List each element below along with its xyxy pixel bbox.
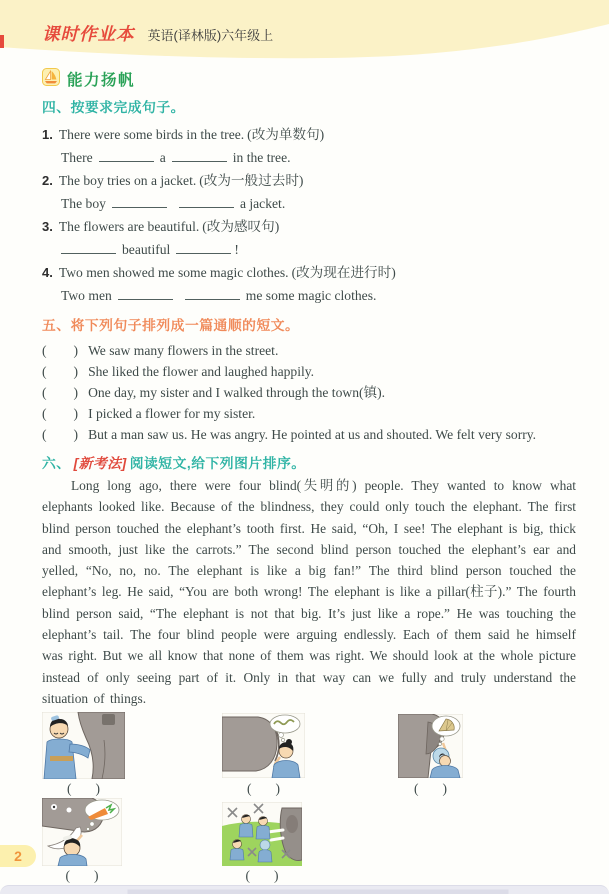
ability-badge-label: 能力扬帆 — [67, 72, 136, 89]
section4-title: 四、按要求完成句子。 — [42, 100, 185, 115]
arrange-item-5: ( ) But a man saw us. He was angry. He pointed at us and shouted. We felt very sorry. — [42, 427, 537, 442]
question-2: 2. The boy tries on a jacket. (改为一般过去时) — [42, 173, 304, 188]
fill-blank — [118, 286, 173, 300]
page-header — [42, 21, 273, 46]
picture-5-answer: ( ) — [245, 868, 279, 884]
answer-line-4: Two men me some magic clothes. — [61, 288, 377, 303]
reading-passage: Long long ago, there were four blind(失明的) people. They wanted to know what elephants looked like. Because of the blindness, they could only touch the elephant. The first blind person touched the elephant’s tooth first. He said, “Oh, I see! The elephant is big, thick and smooth, just like the carrots.” The second blind person touched the elephant’s ear and yelled, “No, no, no. The elephant is like a big fan!” The third blind person touched the elephant’s leg. He said, “You are both wrong! The elephant is like a pillar(柱子).” The fourth blind person said, “The elephant is not that big. It’s just like a rope.” He was touching the elephant’s tail. The four blind people were arguing endlessly. Each of them said he himself was right. But we all know that none of them was right. We should look at the whole picture instead of only seeing part of it. Only in that way can we fully and truly understand the situation of things. — [42, 478, 576, 706]
ability-section-badge — [42, 69, 576, 89]
arguing-picture — [222, 802, 302, 866]
fill-blank — [112, 194, 167, 208]
brand-title: 课时作业本 — [42, 24, 135, 44]
question-4: 4. Two men showed me some magic clothes. (改为现在进行时) — [42, 265, 396, 280]
touch-tusk-picture — [42, 798, 122, 866]
book-subtitle: 英语(译林版)六年级上 — [147, 28, 274, 43]
touch-leg-picture — [42, 712, 125, 779]
fill-blank — [185, 286, 240, 300]
arrange-item-3: ( ) One day, my sister and I walked through the town(镇). — [42, 385, 386, 400]
fill-blank — [61, 240, 116, 254]
arrange-item-2: ( ) She liked the flower and laughed happily. — [42, 364, 315, 379]
arrange-item-4: ( ) I picked a flower for my sister. — [42, 406, 256, 421]
picture-4-answer: ( ) — [65, 868, 99, 884]
question-3: 3. The flowers are beautiful. (改为感叹句) — [42, 219, 280, 234]
page-number-badge: 2 — [0, 845, 36, 867]
picture-1-answer: ( ) — [67, 781, 100, 797]
fill-blank — [99, 148, 154, 162]
touch-tail-picture — [222, 713, 305, 778]
picture-grid — [42, 712, 576, 892]
page-content — [0, 56, 609, 892]
picture-2-answer: ( ) — [247, 781, 280, 797]
picture-3-answer: ( ) — [414, 781, 447, 797]
page-edge-mark — [0, 35, 4, 48]
sailboat-icon — [42, 68, 60, 91]
section6-title: 六、 [新考法] 阅读短文,给下列图片排序。 — [42, 456, 306, 471]
fill-blank — [176, 240, 231, 254]
section5-title: 五、将下列句子排列成一篇通顺的短文。 — [42, 318, 300, 333]
section5-sentences — [42, 340, 576, 445]
question-1: 1. There were some birds in the tree. (改为单数句) — [42, 127, 325, 142]
bottom-ui-strip — [0, 885, 609, 894]
new-method-tag: [新考法] — [73, 456, 127, 471]
arrange-item-1: ( ) We saw many flowers in the street. — [42, 343, 279, 358]
fill-blank — [172, 148, 227, 162]
touch-ear-picture — [398, 714, 463, 778]
answer-line-2: The boy a jacket. — [61, 196, 286, 211]
section4-questions — [42, 123, 576, 307]
answer-line-3: beautiful ! — [42, 238, 576, 261]
answer-line-1: There a in the tree. — [61, 150, 291, 165]
fill-blank — [179, 194, 234, 208]
